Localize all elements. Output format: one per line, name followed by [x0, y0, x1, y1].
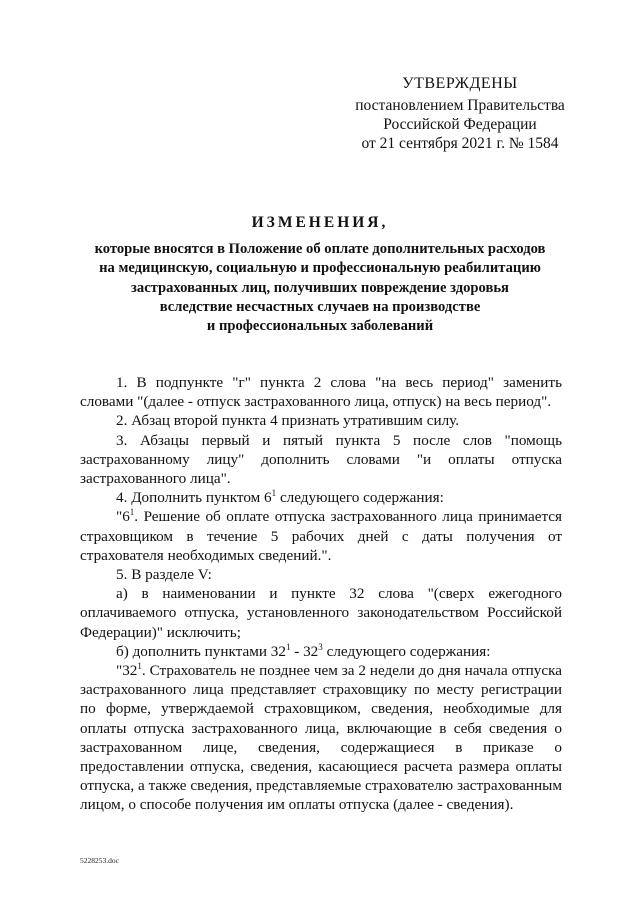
paragraph-8-text-a: б) дополнить пунктами 32 [116, 642, 286, 660]
subtitle-line-3: застрахованных лиц, получивших повреждение здоровья [131, 279, 509, 296]
approval-block [350, 74, 570, 153]
paragraph-4 [80, 488, 562, 507]
paragraph-5-text-b: . Решение об оплате отпуска застрахованного лица принимается страховщиком в течение 5 рабочих дней с даты получения от страхователя необходимых сведений.". [80, 508, 562, 564]
paragraph-1: 1. В подпункте "г" пункта 2 слова "на весь период" заменить словами "(далее - отпуск застрахованного лица, отпуск) на весь период". [80, 374, 562, 411]
subtitle-line-4: вследствие несчастных случаев на производстве [159, 298, 481, 315]
paragraph-9-text-b: . Страхователь не позднее чем за 2 недели до дня начала отпуска застрахованного лица представляет страховщику по месту регистрации по форме, утверждаемой страховщиком, сведения, необходимые для оплаты отпуска застрахованного лица, включающие в себя сведения о застрахованном лице, сведения, содержащиеся в приказе о предоставлении отпуска, сведения, касающиеся расчета размера оплаты отпуска, а также сведения, представляемые страхователю застрахованным лицом, о способе получения им оплаты отпуска (далее - сведения). [80, 662, 562, 814]
paragraph-3: 3. Абзацы первый и пятый пункта 5 после слов "помощь застрахованному лицу" дополнить словами "и оплаты отпуска застрахованного лица". [80, 431, 562, 488]
paragraph-5-superscript: 1 [129, 507, 135, 518]
paragraph-5 [80, 507, 562, 565]
approval-line-3: от 21 сентября 2021 г. № 1584 [361, 135, 559, 152]
paragraph-8-text-b: следующего содержания: [322, 642, 491, 660]
subtitle-line-5: и профессиональных заболеваний [206, 318, 434, 335]
document-subtitle [70, 240, 570, 336]
paragraph-4-text-a: 4. Дополнить пунктом 6 [116, 489, 272, 507]
paragraph-7: а) в наименовании и пункте 32 слова "(сверх ежегодного оплачиваемого отпуска, установленного законодательством Российской Федерации)" исключить; [80, 585, 562, 641]
paragraph-8-superscript-1: 1 [285, 641, 291, 652]
paragraph-8 [80, 642, 562, 661]
approval-line-1: постановлением Правительства [355, 97, 565, 114]
document-body [80, 373, 562, 815]
paragraph-8-superscript-2: 3 [318, 641, 323, 652]
file-name-footer: 5228253.doc [80, 856, 119, 865]
paragraph-8-text-mid: - 32 [290, 642, 319, 660]
paragraph-5-text-a: "6 [116, 508, 130, 526]
approval-line-2: Российской Федерации [383, 116, 537, 133]
paragraph-4-superscript: 1 [271, 488, 277, 499]
paragraph-9 [80, 661, 562, 815]
approval-heading: УТВЕРЖДЕНЫ [402, 75, 518, 92]
paragraph-6: 5. В разделе V: [116, 566, 212, 584]
paragraph-4-text-b: следующего содержания: [276, 489, 444, 507]
subtitle-line-1: которые вносятся в Положение об оплате дополнительных расходов [94, 241, 546, 257]
document-title: ИЗМЕНЕНИЯ, [251, 214, 389, 231]
paragraph-2: 2. Абзац второй пункта 4 признать утратившим силу. [116, 412, 460, 430]
paragraph-9-text-a: "32 [116, 662, 138, 680]
paragraph-9-superscript: 1 [137, 660, 142, 671]
subtitle-line-2: на медицинскую, социальную и профессиональную реабилитацию [99, 260, 541, 277]
